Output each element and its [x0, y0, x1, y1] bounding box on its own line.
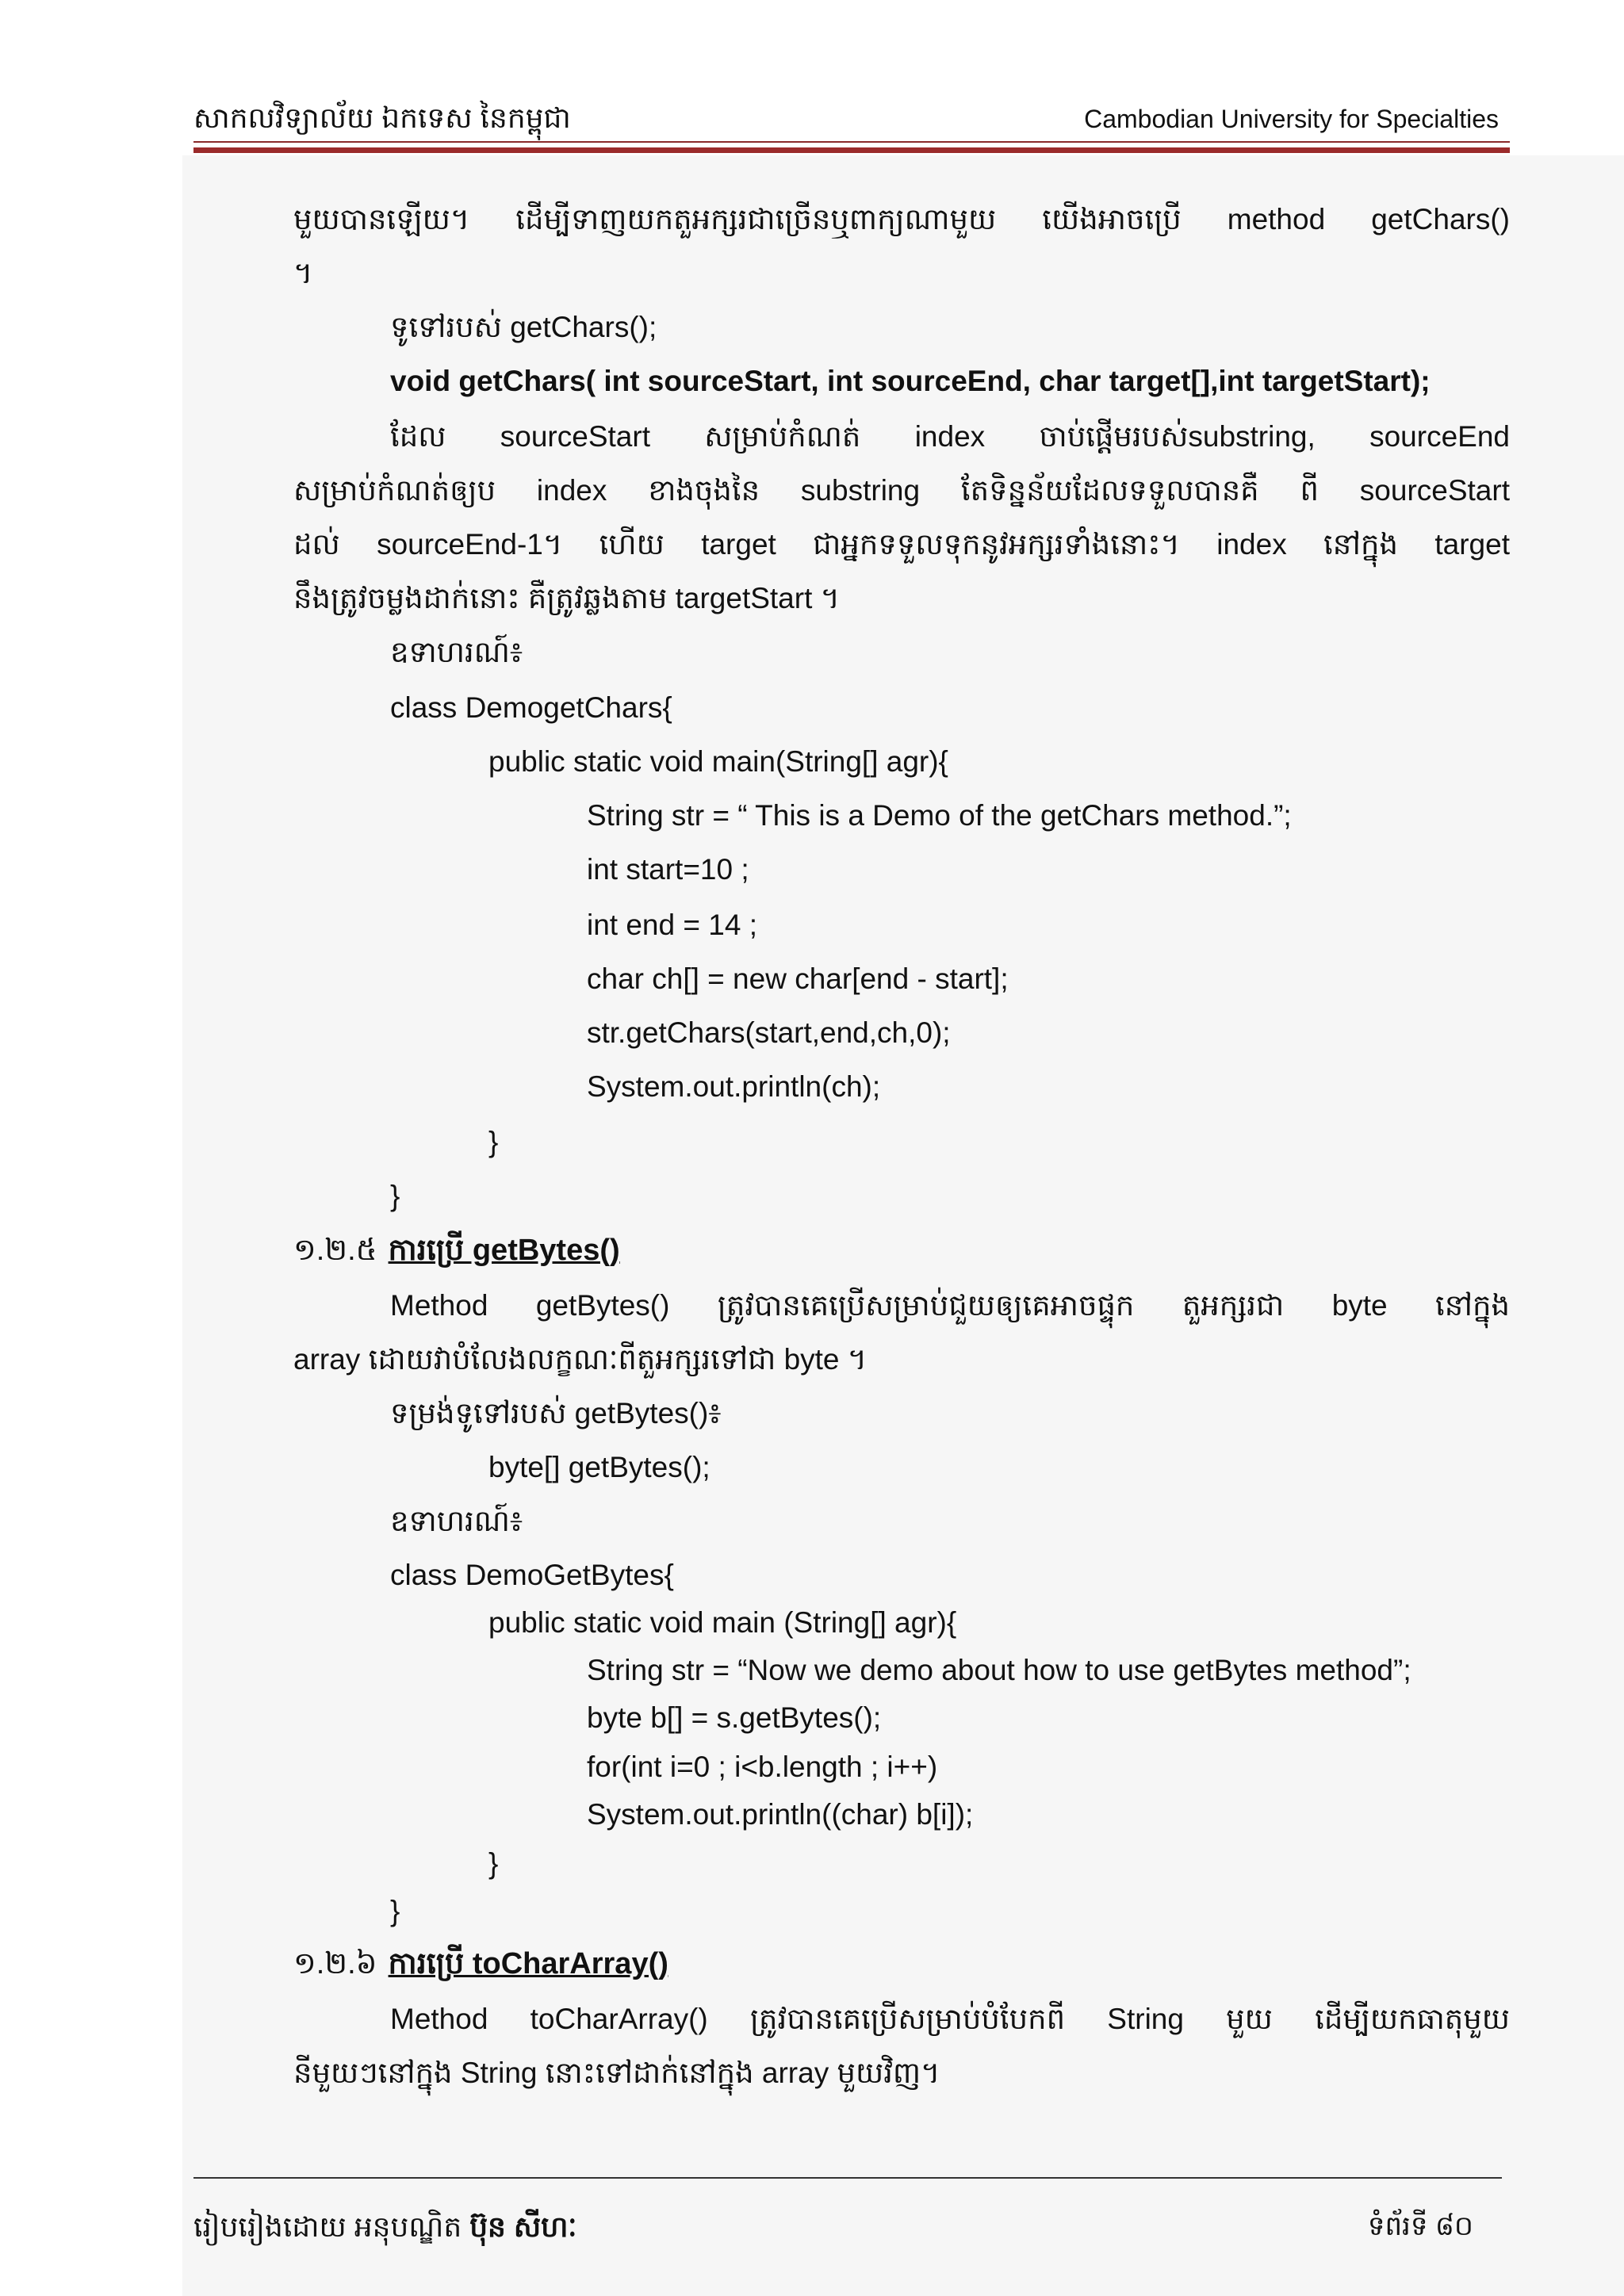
- getbytes-desc-line-2: array ដោយវាបំលែងលក្ខណៈពីតួអក្សរទៅជា byte ។: [293, 1343, 868, 1376]
- getchars-desc-line-3: ដល់ sourceEnd-1។ ហើយ target ជាអ្នកទទួលទុកនូវអក្សរទាំងនោះ។ index នៅក្នុង target: [293, 528, 1510, 561]
- tochararray-desc-line-1: Method toCharArray() ត្រូវបានគេប្រើសម្រាប់បំបែកពី String មួយ ដើម្បីយកធាតុមួយ: [390, 2003, 1510, 2035]
- code-line: str.getChars(start,end,ch,0);: [587, 1016, 951, 1049]
- getbytes-form-label: ទម្រង់ទូទៅរបស់ getBytes()៖: [390, 1397, 722, 1429]
- section-number: ១.២.៦: [293, 1947, 377, 1980]
- header-rule: [193, 141, 1510, 143]
- header-university-khmer: សាកលវិទ្យាល័យ ឯកទេស នៃកម្ពុជា: [193, 101, 571, 134]
- code-line: }: [390, 1180, 400, 1212]
- intro-line-2: ។: [293, 257, 313, 289]
- code-line: System.out.println((char) b[i]);: [587, 1798, 974, 1831]
- footer-rule: [193, 2177, 1502, 2179]
- getchars-desc-line-4: នឹងត្រូវចម្លងដាក់នោះ គឺត្រូវឆ្លងតាម targetStart ។: [293, 582, 841, 614]
- prepared-by-label: រៀបរៀងដោយ អនុបណ្ឌិត: [193, 2210, 462, 2243]
- code-line: }: [488, 1126, 499, 1158]
- section-number: ១.២.៥: [293, 1234, 377, 1267]
- example-label-1: ឧទាហរណ៍៖: [390, 636, 523, 668]
- intro-line-1: មួយបានឡើយ។ ដើម្បីទាញយកតួអក្សរជាច្រើនឬពាក្យណាមួយ យើងអាចប្រើ method getChars(): [293, 203, 1510, 235]
- code-line: String str = “ This is a Demo of the getChars method.”;: [587, 799, 1292, 832]
- footer-prepared-by: [193, 2209, 576, 2251]
- code-line: for(int i=0 ; i<b.length ; i++): [587, 1751, 938, 1783]
- getbytes-signature: byte[] getBytes();: [488, 1451, 710, 1483]
- code-line: }: [390, 1895, 400, 1927]
- code-line: class DemogetChars{: [390, 691, 672, 724]
- page-number: ទំព័រទី ៨០: [1367, 2211, 1473, 2241]
- code-line: String str = “Now we demo about how to use getBytes method”;: [587, 1654, 1411, 1686]
- getchars-form-label: ទូទៅរបស់ getChars();: [390, 311, 657, 343]
- author-name: ប៊ុន សីហៈ: [469, 2210, 577, 2243]
- code-line: char ch[] = new char[end - start];: [587, 962, 1009, 995]
- example-label-2: ឧទាហរណ៍៖: [390, 1505, 523, 1537]
- getchars-signature: void getChars( int sourceStart, int sourceEnd, char target[],int targetStart);: [390, 365, 1431, 397]
- header-rule-thick: [193, 147, 1510, 153]
- code-line: class DemoGetBytes{: [390, 1559, 674, 1591]
- code-line: byte b[] = s.getBytes();: [587, 1701, 882, 1734]
- section-heading-getbytes: [293, 1234, 620, 1269]
- code-line: int end = 14 ;: [587, 909, 757, 941]
- header-university-english: Cambodian University for Specialties: [1084, 105, 1499, 133]
- section-heading-tochararray: [293, 1947, 668, 1982]
- section-title: ការប្រើ toCharArray(): [388, 1947, 668, 1980]
- code-line: int start=10 ;: [587, 853, 749, 886]
- code-line: public static void main (String[] agr){: [488, 1606, 957, 1639]
- getbytes-desc-line-1: Method getBytes() ត្រូវបានគេប្រើសម្រាប់ជួយឲ្យគេអាចផ្ទុក តួអក្សរជា byte នៅក្នុង: [390, 1289, 1510, 1322]
- code-line: }: [488, 1847, 499, 1880]
- section-title: ការប្រើ getBytes(): [388, 1234, 620, 1267]
- getchars-desc-line-2: សម្រាប់កំណត់ឲ្យប index ខាងចុងនៃ substring តែទិន្នន័យដែលទទួលបានគឺ ពី sourceStart: [293, 474, 1510, 507]
- getchars-desc-line-1: ដែល sourceStart សម្រាប់កំណត់ index ចាប់ផ្ដើមរបស់substring, sourceEnd: [390, 420, 1510, 453]
- tochararray-desc-line-2: នីមួយៗនៅក្នុង String នោះទៅដាក់នៅក្នុង array មួយវិញ។: [293, 2057, 940, 2089]
- code-line: System.out.println(ch);: [587, 1070, 881, 1103]
- code-line: public static void main(String[] agr){: [488, 745, 948, 778]
